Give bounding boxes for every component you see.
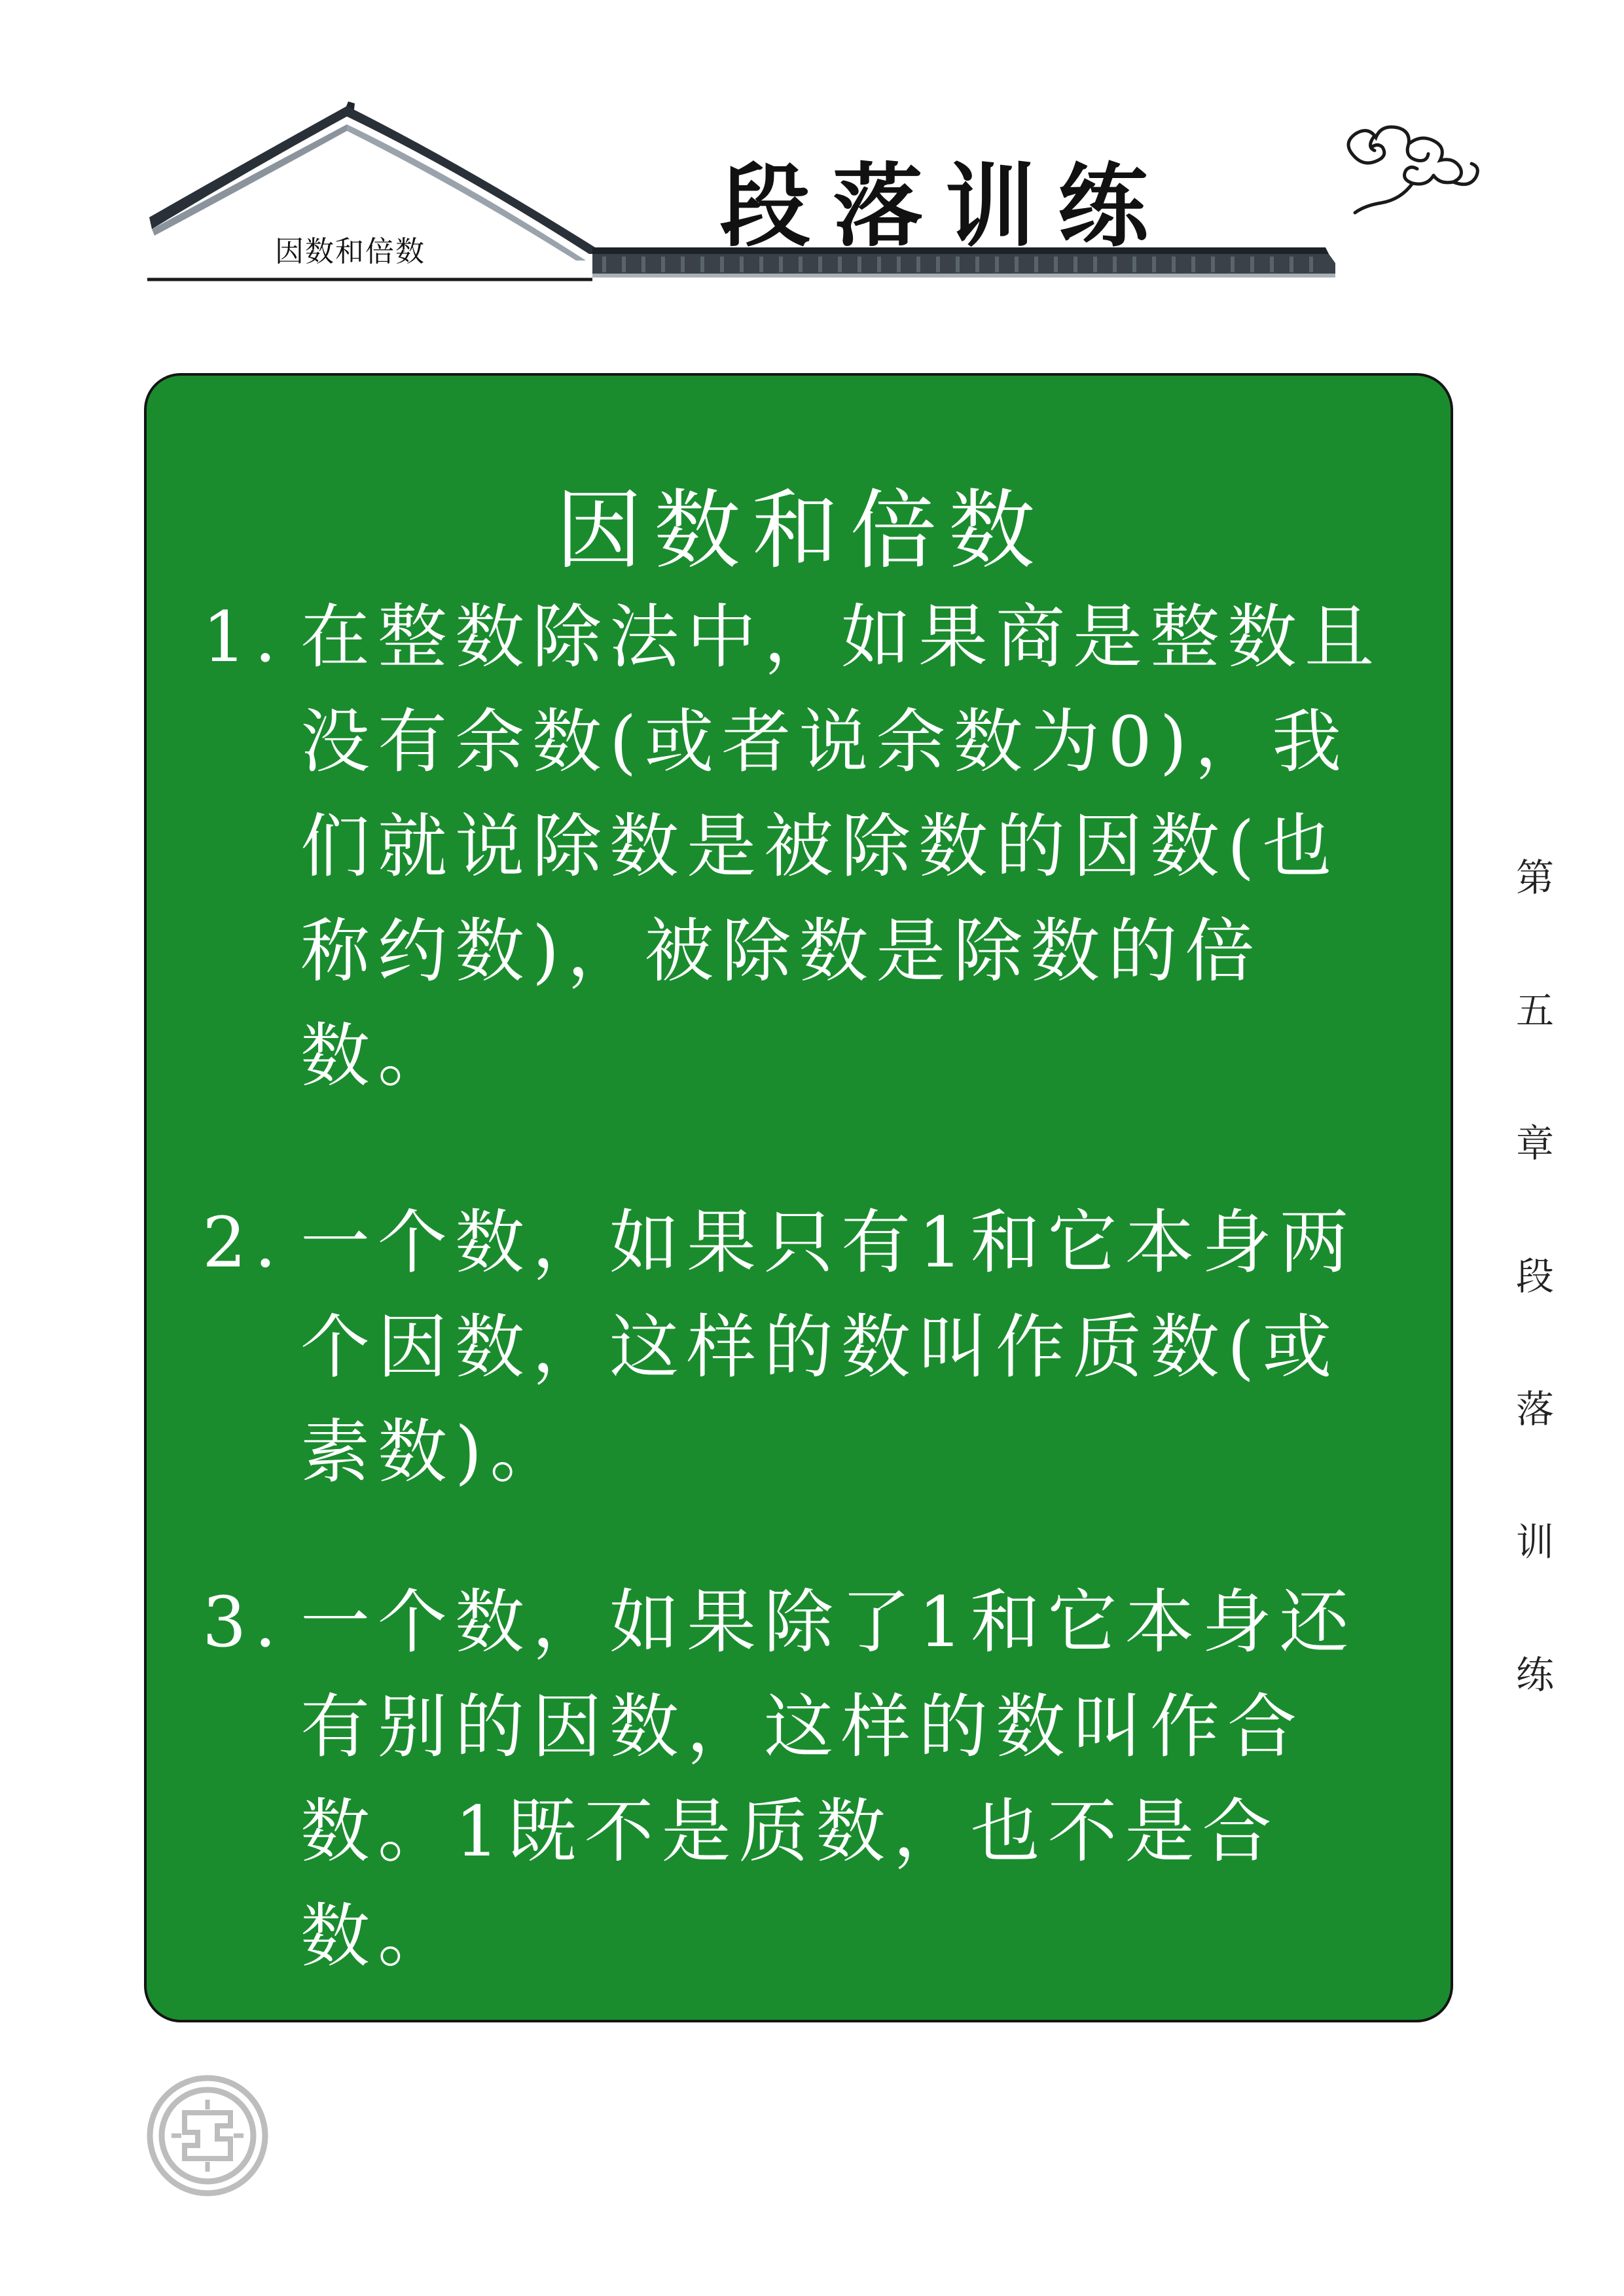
list-item <box>202 585 1407 1109</box>
side-char: 第 <box>1515 855 1554 900</box>
item-number: 2. <box>202 1202 285 1283</box>
item-text: 一个数，如果只有1和它本身两个因数，这样的数叫作质数(或素数)。 <box>300 1202 1357 1492</box>
side-char: 五 <box>1515 988 1554 1033</box>
side-char: 练 <box>1515 1653 1554 1697</box>
content-board <box>144 373 1453 2022</box>
side-chapter-title <box>1506 812 1564 1742</box>
list-item <box>202 1191 1407 1505</box>
side-char: 段 <box>1515 1254 1554 1299</box>
side-char: 落 <box>1515 1387 1554 1431</box>
list-item <box>202 1570 1407 1989</box>
section-label: 因数和倍数 <box>275 235 425 268</box>
item-text: 在整数除法中，如果商是整数且没有余数(或者说余数为0)，我们就说除数是被除数的因数(也称约数)，被除数是除数的倍数。 <box>300 597 1382 1096</box>
round-seal-icon <box>145 2073 270 2198</box>
board-title: 因数和倍数 <box>556 480 1047 581</box>
item-number: 1. <box>202 597 285 677</box>
item-text: 一个数，如果除了1和它本身还有别的因数，这样的数叫作合数。1既不是质数，也不是合数。 <box>300 1582 1357 1977</box>
item-number: 3. <box>202 1582 285 1662</box>
auspicious-cloud-icon <box>1335 111 1492 223</box>
banner-title: 段落训练 <box>720 152 1171 259</box>
side-char: 训 <box>1515 1520 1554 1564</box>
side-char: 章 <box>1515 1121 1554 1166</box>
